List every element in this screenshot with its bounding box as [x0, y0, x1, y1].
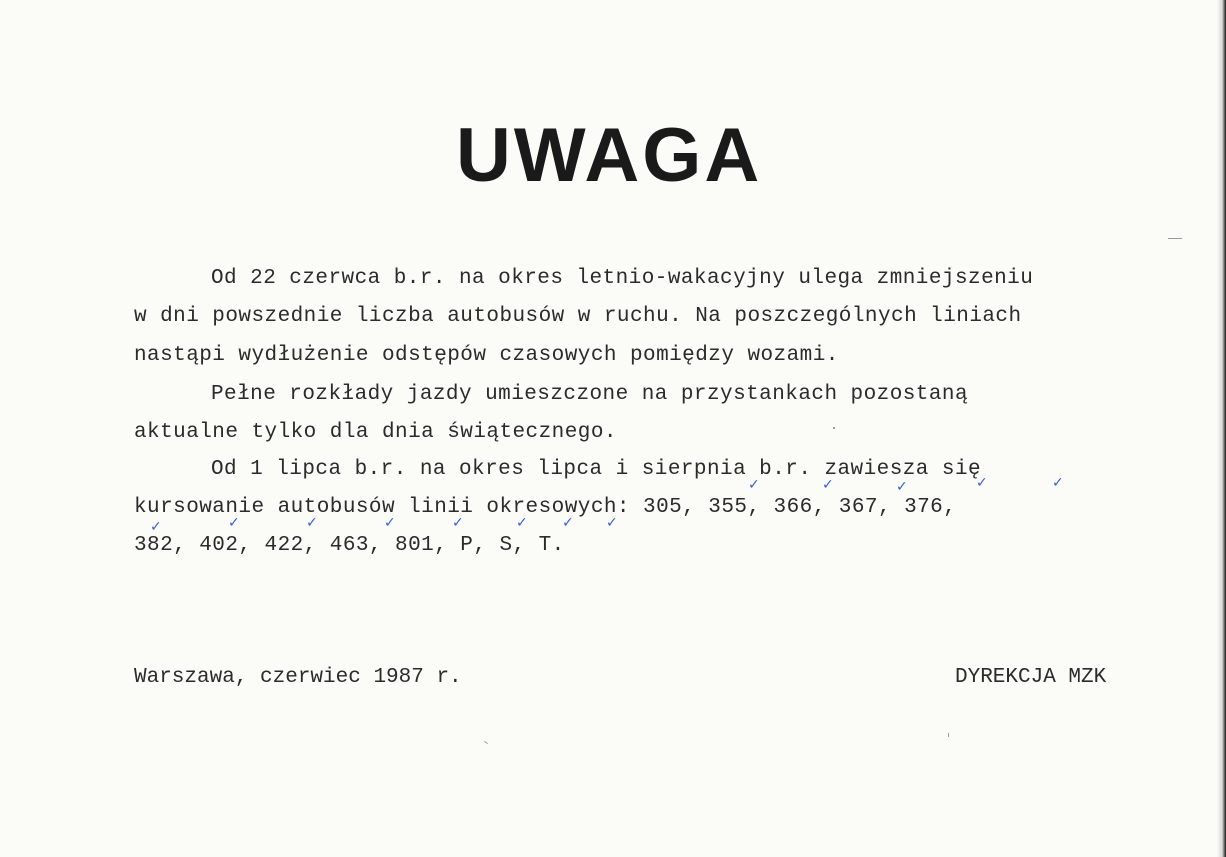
- paragraph3-line2: kursowanie autobusów linii okresowych: 305, 355, 366, 367, 376,: [134, 496, 957, 519]
- signature: DYREKCJA MZK: [955, 666, 1107, 689]
- paper-speck: [948, 733, 949, 737]
- check-mark-icon: ✓: [516, 515, 528, 531]
- paragraph3-line1: Od 1 lipca b.r. na okres lipca i sierpnia b.r. zawiesza się: [211, 458, 982, 481]
- check-mark-icon: ✓: [1052, 475, 1064, 491]
- check-mark-icon: ✓: [228, 515, 240, 531]
- check-mark-icon: ✓: [976, 475, 988, 491]
- paragraph2-line1: Pełne rozkłady jazdy umieszczone na przystankach pozostaną: [211, 383, 969, 406]
- check-mark-icon: ✓: [306, 515, 318, 531]
- check-mark-icon: ✓: [896, 479, 908, 495]
- paper-speck: [1168, 238, 1182, 239]
- check-mark-icon: ✓: [452, 515, 464, 531]
- paragraph3-line3: 382, 402, 422, 463, 801, P, S, T.: [134, 534, 565, 557]
- check-mark-icon: ✓: [606, 515, 618, 531]
- paper-speck: [484, 741, 488, 744]
- check-mark-icon: ✓: [562, 515, 574, 531]
- paragraph1-line2: w dni powszednie liczba autobusów w ruchu. Na poszczególnych liniach: [134, 305, 1022, 328]
- paper-speck: [833, 427, 835, 429]
- paragraph1-line3: nastąpi wydłużenie odstępów czasowych pomiędzy wozami.: [134, 344, 839, 367]
- notice-title: UWAGA: [456, 113, 763, 198]
- check-mark-icon: ✓: [150, 519, 162, 535]
- place-and-date: Warszawa, czerwiec 1987 r.: [134, 666, 462, 689]
- scan-edge: [1216, 0, 1226, 857]
- paragraph1-line1: Od 22 czerwca b.r. na okres letnio-wakacyjny ulega zmniejszeniu: [211, 267, 1034, 290]
- check-mark-icon: ✓: [384, 515, 396, 531]
- paragraph2-line2: aktualne tylko dla dnia świątecznego.: [134, 421, 617, 444]
- check-mark-icon: ✓: [822, 477, 834, 493]
- check-mark-icon: ✓: [748, 477, 760, 493]
